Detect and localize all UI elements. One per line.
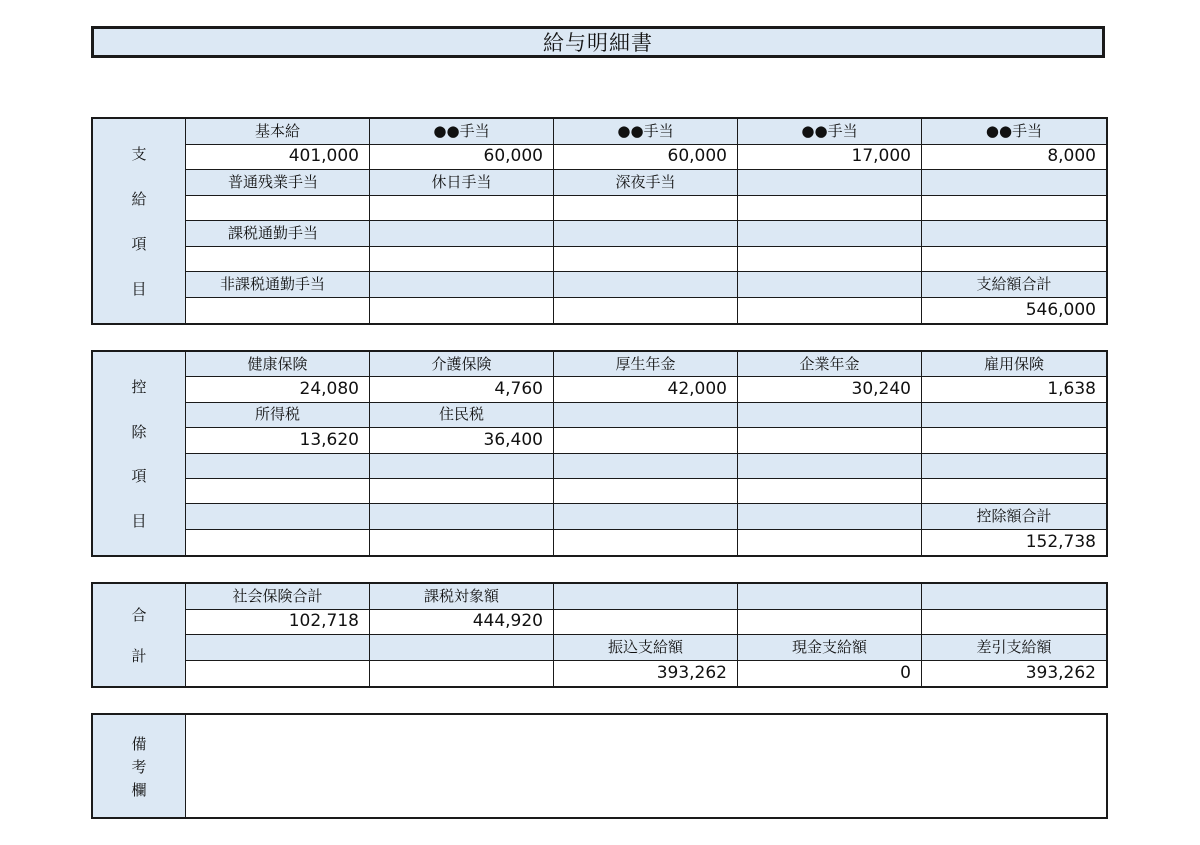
field-value[interactable]: 24,080 (186, 377, 370, 402)
field-label: 所得税 (186, 403, 370, 428)
field-label: ●●手当 (370, 119, 554, 145)
field-label: ●●手当 (922, 119, 1106, 145)
field-value[interactable] (922, 428, 1106, 453)
field-label (738, 403, 922, 428)
field-label (554, 504, 738, 529)
field-label: 社会保険合計 (186, 584, 370, 610)
payment-grid (186, 119, 1106, 323)
field-value[interactable]: 8,000 (922, 145, 1106, 171)
field-value[interactable] (186, 298, 370, 324)
field-value[interactable] (738, 530, 922, 555)
field-label: 普通残業手当 (186, 170, 370, 196)
field-label: 支給額合計 (922, 272, 1106, 298)
section-label-char: 項 (131, 235, 147, 253)
field-value[interactable] (922, 479, 1106, 504)
payment-section-label (93, 119, 186, 323)
field-value[interactable] (738, 247, 922, 273)
field-value[interactable]: 1,638 (922, 377, 1106, 402)
field-value[interactable]: 102,718 (186, 610, 370, 636)
field-value[interactable] (922, 610, 1106, 636)
field-value[interactable] (186, 661, 370, 687)
field-value[interactable]: 13,620 (186, 428, 370, 453)
field-value[interactable] (370, 479, 554, 504)
field-value[interactable]: 30,240 (738, 377, 922, 402)
total-section (91, 582, 1108, 688)
field-label (554, 454, 738, 479)
payment-section (91, 117, 1108, 325)
section-label-char: 控 (131, 377, 147, 396)
field-value[interactable] (370, 661, 554, 687)
field-value[interactable]: 42,000 (554, 377, 738, 402)
remarks-section-label (93, 715, 186, 817)
field-label: 企業年金 (738, 352, 922, 377)
field-value[interactable] (738, 298, 922, 324)
section-label-char: 合 (131, 606, 147, 624)
field-value[interactable]: 17,000 (738, 145, 922, 171)
field-label: 課税対象額 (370, 584, 554, 610)
field-value[interactable]: 0 (738, 661, 922, 687)
deduction-grid (186, 352, 1106, 555)
field-label (554, 272, 738, 298)
field-label: 厚生年金 (554, 352, 738, 377)
field-label: 控除額合計 (922, 504, 1106, 529)
field-value[interactable] (554, 530, 738, 555)
field-label (370, 635, 554, 661)
field-value[interactable] (186, 247, 370, 273)
field-label (186, 635, 370, 661)
field-label: 休日手当 (370, 170, 554, 196)
field-label (922, 584, 1106, 610)
field-value[interactable] (186, 196, 370, 222)
field-label (554, 403, 738, 428)
field-label: 深夜手当 (554, 170, 738, 196)
field-label (370, 504, 554, 529)
field-value[interactable] (554, 479, 738, 504)
deduction-section-label (93, 352, 186, 555)
section-label-char: 目 (131, 512, 147, 531)
field-label: 振込支給額 (554, 635, 738, 661)
field-value[interactable] (554, 298, 738, 324)
field-label: 現金支給額 (738, 635, 922, 661)
field-value[interactable]: 393,262 (922, 661, 1106, 687)
section-label-char: 項 (131, 467, 147, 486)
field-label (738, 170, 922, 196)
field-label (370, 221, 554, 247)
remarks-section (91, 713, 1108, 819)
field-value[interactable] (370, 530, 554, 555)
remarks-body[interactable] (186, 715, 1106, 817)
section-label-char: 支 (131, 145, 147, 163)
title-text: 給与明細書 (543, 31, 653, 55)
field-label (922, 221, 1106, 247)
field-value[interactable]: 401,000 (186, 145, 370, 171)
section-label-char: 計 (131, 647, 147, 665)
section-label-char: 欄 (131, 780, 147, 799)
field-label (738, 221, 922, 247)
total-grid (186, 584, 1106, 686)
field-value[interactable] (738, 196, 922, 222)
field-label: 非課税通勤手当 (186, 272, 370, 298)
field-value[interactable] (186, 479, 370, 504)
field-value[interactable]: 4,760 (370, 377, 554, 402)
field-label: ●●手当 (554, 119, 738, 145)
field-label (186, 454, 370, 479)
field-value[interactable]: 36,400 (370, 428, 554, 453)
field-label: ●●手当 (738, 119, 922, 145)
field-value[interactable] (738, 479, 922, 504)
field-label (738, 504, 922, 529)
field-label (370, 454, 554, 479)
field-value[interactable]: 393,262 (554, 661, 738, 687)
field-label (922, 454, 1106, 479)
field-label (738, 272, 922, 298)
field-value[interactable]: 546,000 (922, 298, 1106, 324)
field-label (922, 170, 1106, 196)
field-value[interactable] (554, 428, 738, 453)
field-label (922, 403, 1106, 428)
field-label: 基本給 (186, 119, 370, 145)
section-label-char: 備 (131, 734, 147, 753)
field-value[interactable] (922, 196, 1106, 222)
field-label (738, 454, 922, 479)
field-label (554, 584, 738, 610)
field-label (738, 584, 922, 610)
document-title (91, 26, 1105, 58)
field-label (370, 272, 554, 298)
field-label: 健康保険 (186, 352, 370, 377)
field-value[interactable] (738, 610, 922, 636)
field-label: 課税通勤手当 (186, 221, 370, 247)
field-value[interactable] (370, 196, 554, 222)
field-value[interactable] (738, 428, 922, 453)
total-section-label (93, 584, 186, 686)
field-value[interactable]: 60,000 (554, 145, 738, 171)
field-label: 介護保険 (370, 352, 554, 377)
section-label-char: 給 (131, 190, 147, 208)
field-value[interactable]: 152,738 (922, 530, 1106, 555)
field-label: 差引支給額 (922, 635, 1106, 661)
section-label-char: 除 (131, 422, 147, 441)
field-value[interactable] (554, 247, 738, 273)
section-label-char: 目 (131, 280, 147, 298)
field-value[interactable] (370, 298, 554, 324)
field-value[interactable] (554, 610, 738, 636)
field-label: 雇用保険 (922, 352, 1106, 377)
deduction-section (91, 350, 1108, 557)
field-value[interactable]: 444,920 (370, 610, 554, 636)
field-label: 住民税 (370, 403, 554, 428)
field-value[interactable] (186, 530, 370, 555)
field-label (554, 221, 738, 247)
field-value[interactable] (370, 247, 554, 273)
field-value[interactable] (554, 196, 738, 222)
field-label (186, 504, 370, 529)
field-value[interactable]: 60,000 (370, 145, 554, 171)
section-label-char: 考 (131, 757, 147, 776)
field-value[interactable] (922, 247, 1106, 273)
